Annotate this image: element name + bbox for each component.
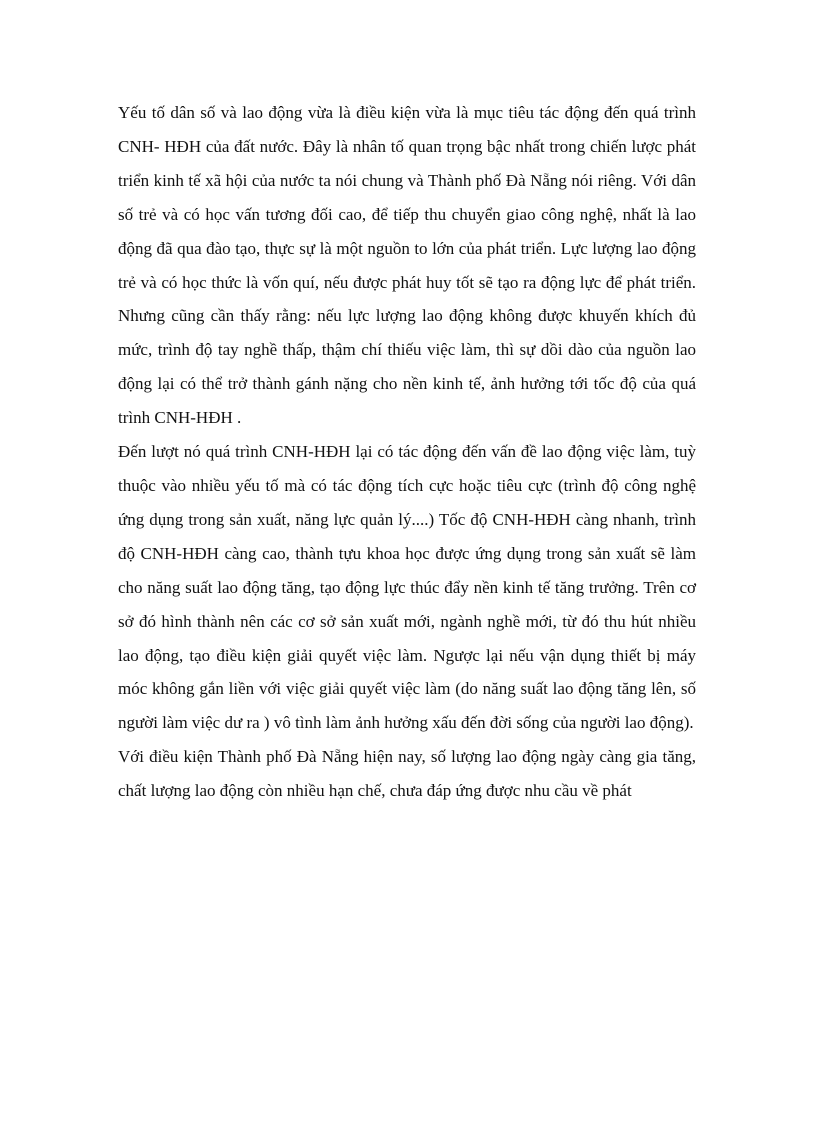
document-page (118, 96, 696, 808)
paragraph-population-labor: Yếu tố dân số và lao động vừa là điều kiện vừa là mục tiêu tác động đến quá trình CNH- HĐH của đất nước. Đây là nhân tố quan trọng bậc nhất trong chiến lược phát triển kinh tế xã hội của nước ta nói chung và Thành phố Đà Nẵng nói riêng. Với dân số trẻ và có học vấn tương đối cao, để tiếp thu chuyển giao công nghệ, nhất là lao động đã qua đào tạo, thực sự là một nguồn to lớn của phát triển. Lực lượng lao động trẻ và có học thức là vốn quí, nếu được phát huy tốt sẽ tạo ra động lực để phát triển. Nhưng cũng cần thấy rằng: nếu lực lượng lao động không được khuyến khích đủ mức, trình độ tay nghề thấp, thậm chí thiếu việc làm, thì sự dồi dào của nguồn lao động lại có thể trở thành gánh nặng cho nền kinh tế, ảnh hưởng tới tốc độ của quá trình CNH-HĐH . (118, 103, 696, 428)
paragraph-industrialization-impact: Đến lượt nó quá trình CNH-HĐH lại có tác động đến vấn đề lao động việc làm, tuỳ thuộc vào nhiều yếu tố mà có tác động tích cực hoặc tiêu cực (trình độ công nghệ ứng dụng trong sản xuất, năng lực quản lý....) Tốc độ CNH-HĐH càng nhanh, trình độ CNH-HĐH càng cao, thành tựu khoa học được ứng dụng trong sản xuất sẽ làm cho năng suất lao động tăng, tạo động lực thúc đẩy nền kinh tế tăng trưởng. Trên cơ sở đó hình thành nên các cơ sở sản xuất mới, ngành nghề mới, từ đó thu hút nhiều lao động, tạo điều kiện giải quyết việc làm. Ngược lại nếu vận dụng thiết bị máy móc không gắn liền với việc giải quyết việc làm (do năng suất lao động tăng lên, số người làm việc dư ra ) vô tình làm ảnh hưởng xấu đến đời sống của người lao động). (118, 442, 696, 733)
paragraph-da-nang-conditions: Với điều kiện Thành phố Đà Nẵng hiện nay, số lượng lao động ngày càng gia tăng, chất lượng lao động còn nhiều hạn chế, chưa đáp ứng được nhu cầu về phát (118, 747, 696, 801)
